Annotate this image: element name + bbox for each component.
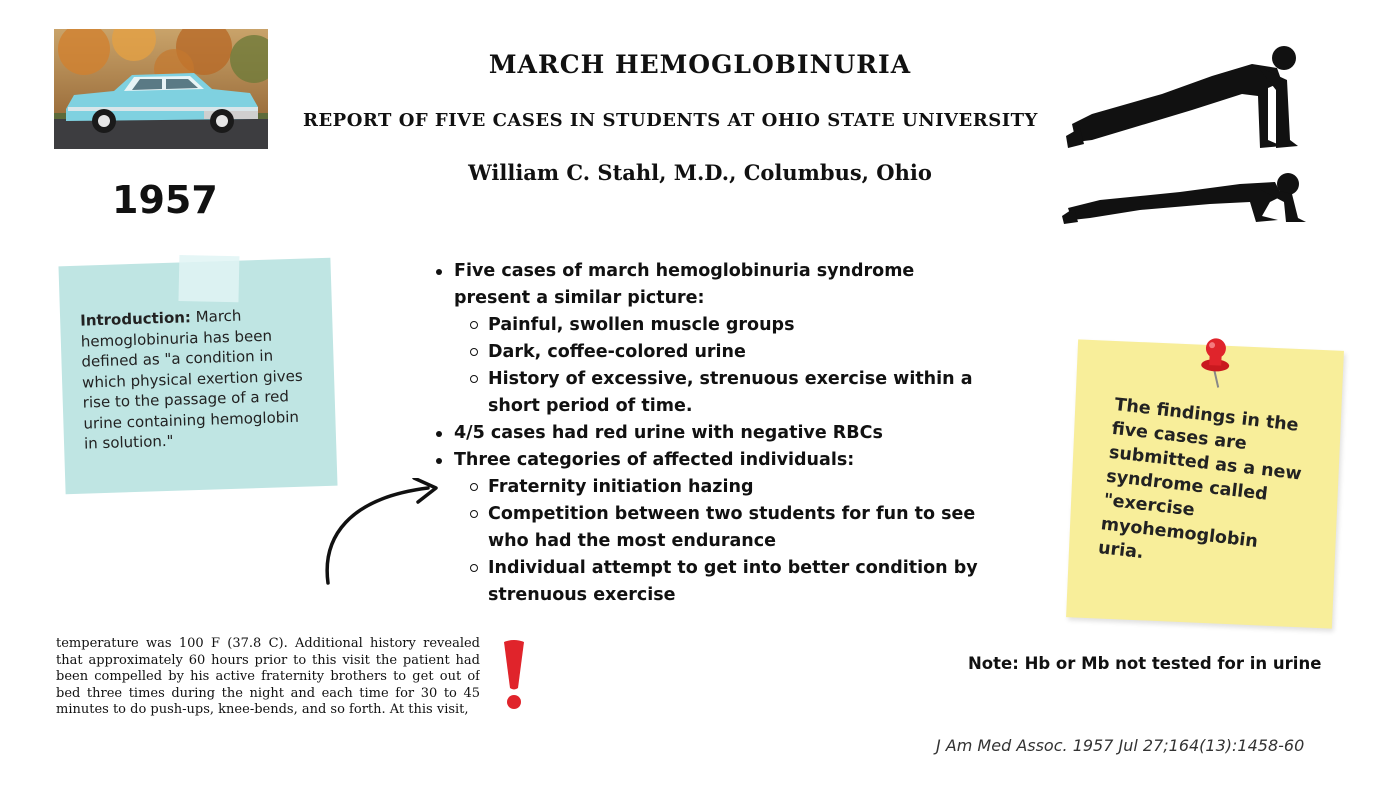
- sub-bullet-item: Fraternity initiation hazing: [470, 474, 996, 501]
- pushpin-icon: [1194, 336, 1238, 390]
- excerpt-text: temperature was 100 F (37.8 C). Additional history revealed that approximately 60 hours prior to this visit the patient had been compelled by his active fraternity brothers to get out of bed three times during the night and each time for 30 to 45 minutes to do push-ups, knee-bends, and so forth. At this visit,: [56, 636, 480, 716]
- sub-bullet-item: Competition between two students for fun to see who had the most endurance: [470, 501, 996, 555]
- findings-bullet-list: [436, 258, 996, 609]
- sub-bullet-item: Dark, coffee-colored urine: [470, 339, 996, 366]
- page-subtitle: REPORT OF FIVE CASES IN STUDENTS AT OHIO STATE UNIVERSITY: [303, 110, 1038, 131]
- year-label: 1957: [112, 178, 218, 222]
- citation: J Am Med Assoc. 1957 Jul 27;164(13):1458-60: [936, 736, 1305, 755]
- exclamation-icon: [498, 638, 530, 712]
- bullet-item: Five cases of march hemoglobinuria syndrome present a similar picture:: [436, 258, 996, 312]
- pushup-down-silhouette-icon: [1060, 172, 1310, 228]
- note-text: Note: Hb or Mb not tested for in urine: [968, 654, 1322, 673]
- sub-bullet-item: Painful, swollen muscle groups: [470, 312, 996, 339]
- tape-strip: [178, 255, 239, 302]
- pushup-up-silhouette-icon: [1062, 44, 1308, 152]
- bullet-item: 4/5 cases had red urine with negative RBCs: [436, 420, 996, 447]
- introduction-text: [80, 303, 314, 454]
- page-title: MARCH HEMOGLOBINURIA: [488, 50, 912, 79]
- findings-sticky-note: [1066, 339, 1344, 628]
- introduction-label: Introduction:: [79, 308, 192, 330]
- sub-bullet-item: Individual attempt to get into better condition by strenuous exercise: [470, 555, 996, 609]
- vintage-car-photo: [54, 29, 268, 149]
- sub-bullet-item: History of excessive, strenuous exercise within a short period of time.: [470, 366, 996, 420]
- introduction-body: March hemoglobinuria has been defined as "a condition in which physical exertion gives rise to the passage of a red urine containing hemoglobin in solution.": [80, 306, 303, 453]
- case-excerpt: [56, 636, 480, 716]
- introduction-note: [58, 258, 337, 494]
- findings-note-text: The findings in the five cases are submitted as a new syndrome called "exercise myohemoglobin uria.: [1097, 395, 1303, 564]
- bullet-item: Three categories of affected individuals:: [436, 447, 996, 474]
- author-line: William C. Stahl, M.D., Columbus, Ohio: [468, 160, 932, 185]
- curved-arrow-icon: [318, 478, 448, 588]
